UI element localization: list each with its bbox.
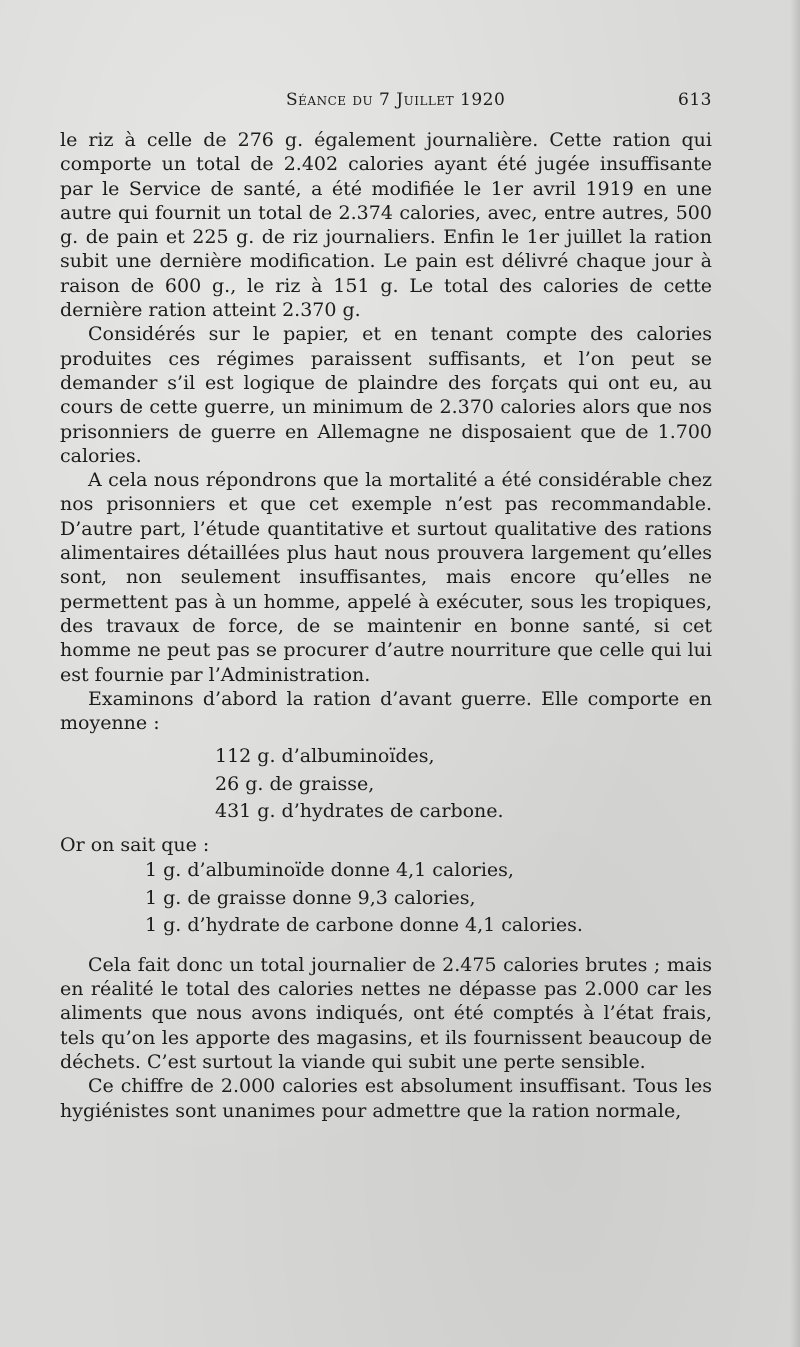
paragraph: A cela nous répondrons que la mortalité a été considérable chez nos prisonniers et que cet exemple n’est pas recommandable. D’autre part, l’étude quantitative et surtout qualitative des rations alimentaires détaillées plus haut nous prouvera largement qu’elles sont, non seulement insuffisantes, mais encore qu’elles ne permettent pas à un homme, appelé à exécuter, sous les tropiques, des travaux de force, de se maintenir en bonne santé, si cet homme ne peut pas se procurer d’autre nourriture que celle qui lui est fournie par l’Administration. (60, 469, 712, 686)
body-text (60, 128, 712, 1123)
page-number: 613 (678, 90, 712, 110)
paragraph: Cela fait donc un total journalier de 2.475 calories brutes ; mais en réalité le total des calories nettes ne dépasse pas 2.000 car les aliments que nous avons indiqués, ont été comptés à l’état frais, tels qu’on les apporte des magasins, et ils fournissent beaucoup de déchets. C’est surtout la viande qui subit une perte sensible. (60, 953, 712, 1073)
paragraph: le riz à celle de 276 g. également journalière. Cette ration qui comporte un total de 2.402 calories ayant été jugée insuffisante par le Service de santé, a été modifiée le 1er avril 1919 en une autre qui fournit un total de 2.374 calories, avec, entre autres, 500 g. de pain et 225 g. de riz journaliers. Enfin le 1er juillet la ration subit une dernière modification. Le pain est délivré chaque jour à raison de 600 g., le riz à 151 g. Le total des calories de cette dernière ration atteint 2.370 g. (60, 129, 712, 322)
running-header (60, 86, 712, 116)
calorie-fact: 1 g. d’albuminoïde donne 4,1 calories, (145, 859, 514, 882)
composition-item: 112 g. d’albuminoïdes, (215, 745, 435, 768)
lead-in-line: Or on sait que : (60, 833, 210, 856)
running-title: Séance du 7 Juillet 1920 (286, 90, 506, 110)
paragraph: Considérés sur le papier, et en tenant compte des calories produites ces régimes paraissent suffisants, et l’on peut se demander s’il est logique de plaindre des forçats qui ont eu, au cours de cette guerre, un minimum de 2.370 calories alors que nos prisonniers de guerre en Allemagne ne disposaient que de 1.700 calories. (60, 323, 712, 467)
calorie-fact: 1 g. d’hydrate de carbone donne 4,1 calories. (145, 914, 583, 937)
composition-item: 431 g. d’hydrates de carbone. (215, 800, 504, 823)
calorie-facts-list (145, 857, 712, 940)
calorie-fact: 1 g. de graisse donne 9,3 calories, (145, 886, 476, 909)
composition-item: 26 g. de graisse, (215, 772, 375, 795)
paragraph: Examinons d’abord la ration d’avant guerre. Elle comporte en moyenne : (60, 687, 712, 735)
ration-composition-list (215, 743, 712, 826)
paragraph: Ce chiffre de 2.000 calories est absolument insuffisant. Tous les hygiénistes sont unanimes pour admettre que la ration normale, (60, 1075, 712, 1122)
